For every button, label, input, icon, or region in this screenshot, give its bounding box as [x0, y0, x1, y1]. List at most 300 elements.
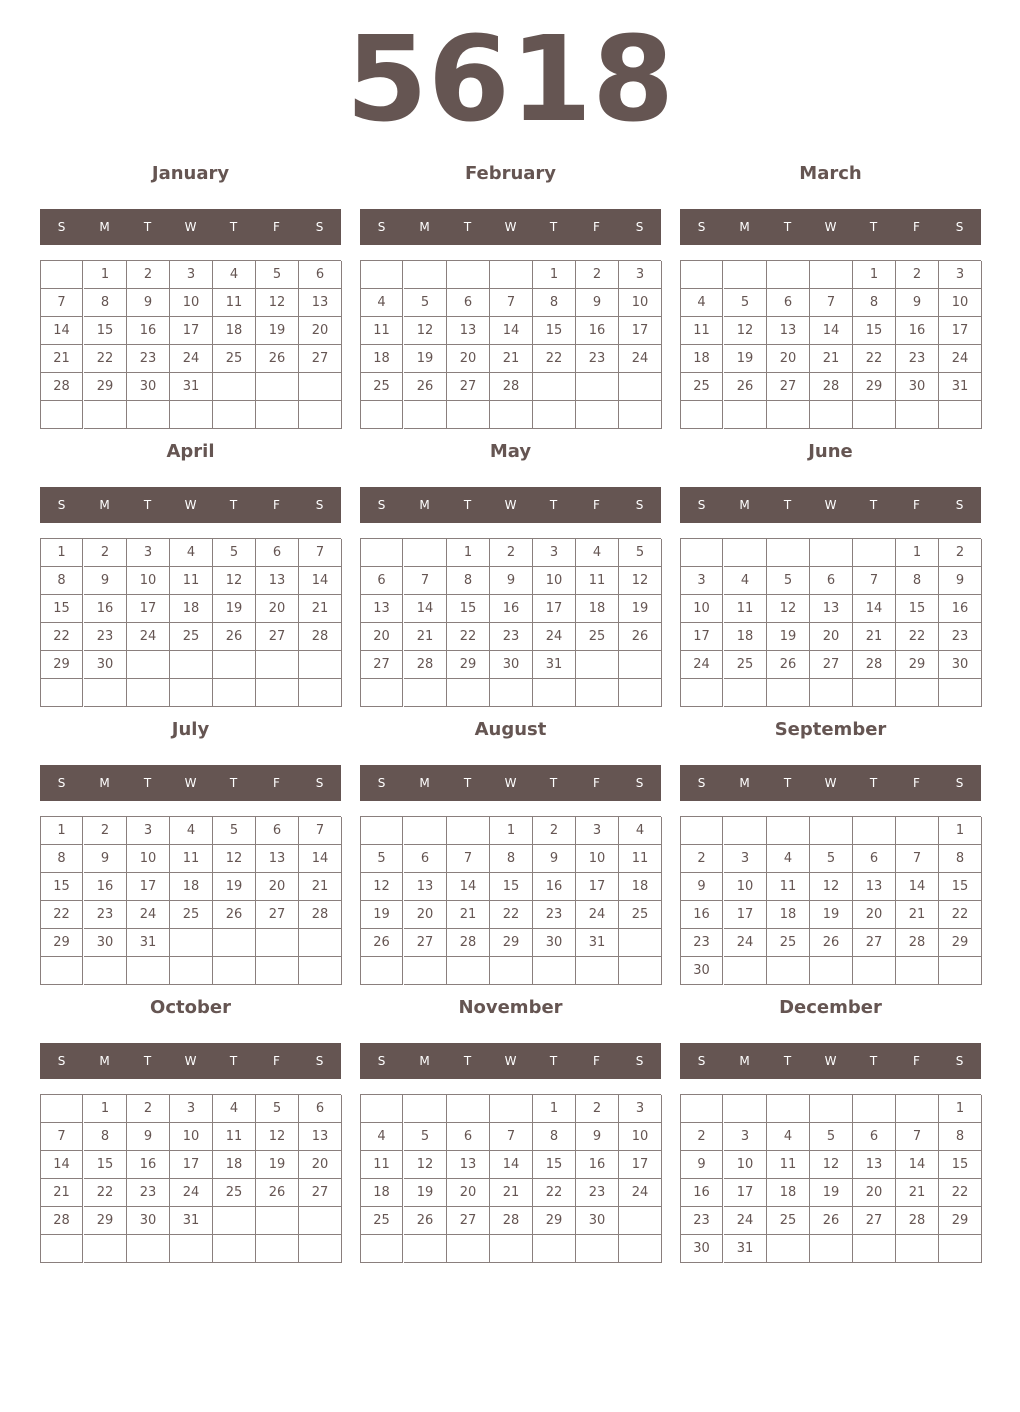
empty-day-cell: [490, 1235, 533, 1263]
day-cell: 24: [170, 1179, 213, 1207]
day-cell: 12: [213, 567, 256, 595]
month-january: [40, 156, 341, 429]
day-cell: 2: [681, 845, 723, 873]
day-cell: 9: [127, 1123, 170, 1151]
weekday-label: S: [955, 498, 964, 512]
empty-day-cell: [810, 261, 853, 289]
day-cell: 15: [490, 873, 533, 901]
day-cell: 6: [853, 845, 896, 873]
empty-day-cell: [681, 539, 723, 567]
day-cell: 7: [490, 1123, 533, 1151]
day-cell: 7: [404, 567, 447, 595]
empty-day-cell: [213, 401, 256, 429]
month-name: March: [799, 163, 862, 184]
day-cell: 5: [256, 261, 299, 289]
day-cell: 2: [127, 1095, 170, 1123]
day-cell: 22: [896, 623, 939, 651]
day-cell: 6: [447, 289, 490, 317]
day-cell: 17: [681, 623, 723, 651]
weekday-label: S: [955, 220, 964, 234]
empty-day-cell: [84, 679, 127, 707]
weekday-label: M: [99, 776, 110, 790]
weekday-label: W: [184, 776, 197, 790]
day-cell: 8: [533, 289, 576, 317]
day-cell: 31: [724, 1235, 767, 1263]
day-cell: 27: [853, 1207, 896, 1235]
empty-day-cell: [299, 679, 342, 707]
weekday-label: M: [99, 498, 110, 512]
empty-day-cell: [853, 817, 896, 845]
day-cell: 8: [490, 845, 533, 873]
day-cell: 13: [810, 595, 853, 623]
day-cell: 10: [724, 1151, 767, 1179]
day-cell: 8: [533, 1123, 576, 1151]
day-cell: 25: [767, 929, 810, 957]
day-cell: 9: [896, 289, 939, 317]
day-cell: 14: [490, 317, 533, 345]
empty-day-cell: [576, 651, 619, 679]
day-cell: 20: [810, 623, 853, 651]
weekday-label: T: [549, 776, 558, 790]
day-cell: 9: [576, 1123, 619, 1151]
day-cell: 28: [41, 1207, 83, 1235]
weekday-label: T: [549, 220, 558, 234]
empty-day-cell: [256, 1235, 299, 1263]
day-cell: 23: [533, 901, 576, 929]
day-cell: 17: [724, 901, 767, 929]
day-cell: 18: [724, 623, 767, 651]
day-cell: 12: [767, 595, 810, 623]
day-cell: 1: [939, 1095, 982, 1123]
weekday-header: [40, 487, 341, 523]
empty-day-cell: [41, 401, 83, 429]
weekday-label: T: [783, 1054, 792, 1068]
day-cell: 4: [767, 1123, 810, 1151]
weekday-label: M: [739, 776, 750, 790]
weekday-label: S: [955, 776, 964, 790]
empty-day-cell: [299, 373, 342, 401]
day-cell: 28: [490, 373, 533, 401]
empty-day-cell: [896, 679, 939, 707]
weekday-label: W: [504, 498, 517, 512]
day-cell: 26: [810, 929, 853, 957]
day-cell: 19: [361, 901, 403, 929]
day-cell: 16: [127, 1151, 170, 1179]
day-cell: 28: [853, 651, 896, 679]
month-october: [40, 990, 341, 1263]
day-cell: 13: [299, 1123, 342, 1151]
day-cell: 28: [41, 373, 83, 401]
weekday-label: T: [783, 220, 792, 234]
day-cell: 13: [361, 595, 403, 623]
empty-day-cell: [619, 401, 662, 429]
day-cell: 16: [939, 595, 982, 623]
day-grid: [360, 816, 661, 985]
day-cell: 24: [724, 929, 767, 957]
day-cell: 17: [170, 1151, 213, 1179]
empty-day-cell: [533, 957, 576, 985]
day-cell: 16: [533, 873, 576, 901]
weekday-label: S: [635, 776, 644, 790]
day-cell: 3: [127, 817, 170, 845]
day-cell: 4: [767, 845, 810, 873]
weekday-label: M: [99, 1054, 110, 1068]
day-cell: 10: [939, 289, 982, 317]
empty-day-cell: [213, 1235, 256, 1263]
day-cell: 27: [767, 373, 810, 401]
day-cell: 21: [896, 901, 939, 929]
empty-day-cell: [810, 401, 853, 429]
day-cell: 13: [299, 289, 342, 317]
day-cell: 27: [447, 373, 490, 401]
day-cell: 30: [490, 651, 533, 679]
day-cell: 11: [767, 873, 810, 901]
day-cell: 21: [490, 1179, 533, 1207]
day-cell: 16: [576, 317, 619, 345]
day-cell: 25: [361, 1207, 403, 1235]
month-september: [680, 712, 981, 985]
day-cell: 1: [447, 539, 490, 567]
empty-day-cell: [896, 957, 939, 985]
month-name: May: [489, 441, 532, 462]
day-cell: 28: [299, 623, 342, 651]
weekday-label: T: [229, 498, 238, 512]
day-cell: 18: [170, 873, 213, 901]
day-cell: 5: [810, 1123, 853, 1151]
day-cell: 24: [127, 623, 170, 651]
empty-day-cell: [724, 679, 767, 707]
weekday-label: M: [419, 776, 430, 790]
day-cell: 4: [576, 539, 619, 567]
day-cell: 27: [361, 651, 403, 679]
empty-day-cell: [299, 651, 342, 679]
day-cell: 13: [853, 873, 896, 901]
day-cell: 22: [853, 345, 896, 373]
day-grid: [360, 260, 661, 429]
empty-day-cell: [939, 1235, 982, 1263]
day-cell: 13: [256, 845, 299, 873]
day-cell: 24: [724, 1207, 767, 1235]
day-cell: 22: [490, 901, 533, 929]
weekday-label: S: [57, 498, 66, 512]
weekday-label: S: [377, 220, 386, 234]
day-cell: 18: [361, 1179, 403, 1207]
day-cell: 22: [533, 1179, 576, 1207]
day-cell: 11: [681, 317, 723, 345]
empty-day-cell: [619, 1235, 662, 1263]
day-cell: 17: [127, 595, 170, 623]
day-cell: 6: [361, 567, 403, 595]
day-cell: 31: [170, 1207, 213, 1235]
day-cell: 4: [361, 1123, 403, 1151]
day-cell: 2: [84, 539, 127, 567]
weekday-label: T: [869, 1054, 878, 1068]
empty-day-cell: [810, 679, 853, 707]
day-cell: 8: [41, 567, 83, 595]
day-cell: 19: [619, 595, 662, 623]
empty-day-cell: [404, 817, 447, 845]
day-cell: 12: [619, 567, 662, 595]
day-cell: 19: [256, 1151, 299, 1179]
month-november: [360, 990, 661, 1263]
day-cell: 7: [299, 817, 342, 845]
weekday-label: M: [739, 498, 750, 512]
day-cell: 8: [853, 289, 896, 317]
weekday-label: S: [315, 498, 324, 512]
empty-day-cell: [213, 679, 256, 707]
day-cell: 5: [724, 289, 767, 317]
day-cell: 14: [896, 1151, 939, 1179]
day-cell: 6: [767, 289, 810, 317]
day-cell: 23: [576, 345, 619, 373]
empty-day-cell: [767, 261, 810, 289]
day-cell: 9: [576, 289, 619, 317]
day-cell: 29: [84, 373, 127, 401]
day-cell: 11: [213, 1123, 256, 1151]
empty-day-cell: [681, 679, 723, 707]
day-cell: 27: [299, 1179, 342, 1207]
empty-day-cell: [767, 957, 810, 985]
weekday-label: T: [143, 498, 152, 512]
empty-day-cell: [939, 401, 982, 429]
day-cell: 25: [681, 373, 723, 401]
day-cell: 15: [84, 317, 127, 345]
weekday-label: W: [184, 498, 197, 512]
day-cell: 28: [447, 929, 490, 957]
day-cell: 13: [447, 317, 490, 345]
day-cell: 7: [896, 1123, 939, 1151]
day-cell: 2: [490, 539, 533, 567]
day-cell: 10: [127, 845, 170, 873]
empty-day-cell: [84, 1235, 127, 1263]
day-cell: 9: [127, 289, 170, 317]
empty-day-cell: [170, 651, 213, 679]
day-grid: [360, 1094, 661, 1263]
day-cell: 5: [810, 845, 853, 873]
day-cell: 26: [256, 1179, 299, 1207]
day-cell: 21: [41, 1179, 83, 1207]
empty-day-cell: [299, 401, 342, 429]
empty-day-cell: [619, 373, 662, 401]
day-cell: 24: [127, 901, 170, 929]
weekday-label: S: [635, 220, 644, 234]
day-cell: 27: [256, 623, 299, 651]
day-cell: 3: [533, 539, 576, 567]
day-cell: 23: [127, 1179, 170, 1207]
empty-day-cell: [490, 957, 533, 985]
empty-day-cell: [404, 957, 447, 985]
day-cell: 26: [213, 901, 256, 929]
weekday-label: F: [913, 776, 920, 790]
day-cell: 14: [41, 1151, 83, 1179]
day-cell: 20: [404, 901, 447, 929]
day-cell: 6: [256, 539, 299, 567]
day-cell: 26: [404, 1207, 447, 1235]
empty-day-cell: [724, 401, 767, 429]
empty-day-cell: [767, 401, 810, 429]
day-cell: 18: [361, 345, 403, 373]
day-cell: 8: [896, 567, 939, 595]
day-cell: 15: [896, 595, 939, 623]
weekday-label: W: [504, 1054, 517, 1068]
empty-day-cell: [533, 1235, 576, 1263]
day-cell: 6: [256, 817, 299, 845]
empty-day-cell: [724, 261, 767, 289]
day-cell: 24: [681, 651, 723, 679]
weekday-header: [360, 1043, 661, 1079]
empty-day-cell: [361, 1095, 403, 1123]
weekday-label: S: [57, 220, 66, 234]
day-cell: 3: [724, 1123, 767, 1151]
day-cell: 18: [767, 901, 810, 929]
empty-day-cell: [490, 679, 533, 707]
weekday-label: W: [824, 220, 837, 234]
day-cell: 11: [213, 289, 256, 317]
month-february: [360, 156, 661, 429]
day-cell: 27: [447, 1207, 490, 1235]
day-cell: 30: [681, 1235, 723, 1263]
empty-day-cell: [361, 261, 403, 289]
weekday-label: F: [913, 1054, 920, 1068]
day-cell: 5: [213, 817, 256, 845]
empty-day-cell: [447, 1095, 490, 1123]
day-cell: 18: [681, 345, 723, 373]
day-cell: 6: [299, 261, 342, 289]
day-cell: 25: [213, 1179, 256, 1207]
empty-day-cell: [447, 679, 490, 707]
day-cell: 1: [853, 261, 896, 289]
day-cell: 21: [853, 623, 896, 651]
empty-day-cell: [767, 1235, 810, 1263]
day-cell: 11: [361, 317, 403, 345]
day-cell: 8: [84, 289, 127, 317]
empty-day-cell: [41, 679, 83, 707]
weekday-label: M: [419, 498, 430, 512]
empty-day-cell: [896, 817, 939, 845]
empty-day-cell: [619, 929, 662, 957]
day-cell: 2: [127, 261, 170, 289]
empty-day-cell: [299, 1235, 342, 1263]
day-cell: 1: [533, 261, 576, 289]
day-cell: 22: [939, 1179, 982, 1207]
day-cell: 13: [767, 317, 810, 345]
weekday-label: S: [57, 1054, 66, 1068]
day-cell: 7: [490, 289, 533, 317]
day-cell: 30: [681, 957, 723, 985]
empty-day-cell: [724, 957, 767, 985]
weekday-label: T: [463, 1054, 472, 1068]
day-cell: 20: [853, 901, 896, 929]
empty-day-cell: [299, 957, 342, 985]
day-cell: 24: [533, 623, 576, 651]
empty-day-cell: [619, 1207, 662, 1235]
weekday-label: S: [697, 220, 706, 234]
day-cell: 3: [170, 1095, 213, 1123]
empty-day-cell: [256, 957, 299, 985]
day-cell: 9: [681, 873, 723, 901]
day-cell: 10: [576, 845, 619, 873]
day-cell: 29: [939, 1207, 982, 1235]
day-cell: 5: [213, 539, 256, 567]
weekday-label: S: [635, 498, 644, 512]
empty-day-cell: [127, 401, 170, 429]
day-cell: 11: [170, 567, 213, 595]
empty-day-cell: [533, 679, 576, 707]
weekday-label: T: [869, 776, 878, 790]
day-grid: [680, 816, 981, 985]
day-cell: 19: [767, 623, 810, 651]
empty-day-cell: [127, 957, 170, 985]
day-cell: 19: [810, 901, 853, 929]
weekday-label: T: [463, 220, 472, 234]
day-grid: [360, 538, 661, 707]
empty-day-cell: [767, 539, 810, 567]
day-cell: 16: [576, 1151, 619, 1179]
day-cell: 17: [619, 317, 662, 345]
day-cell: 17: [576, 873, 619, 901]
day-cell: 23: [681, 1207, 723, 1235]
day-cell: 2: [576, 261, 619, 289]
day-cell: 30: [533, 929, 576, 957]
day-cell: 27: [299, 345, 342, 373]
weekday-label: M: [99, 220, 110, 234]
day-cell: 15: [447, 595, 490, 623]
day-cell: 21: [41, 345, 83, 373]
day-grid: [40, 538, 341, 707]
day-cell: 4: [681, 289, 723, 317]
day-cell: 14: [896, 873, 939, 901]
day-cell: 18: [170, 595, 213, 623]
weekday-label: S: [697, 776, 706, 790]
day-cell: 24: [170, 345, 213, 373]
day-cell: 23: [84, 623, 127, 651]
day-cell: 21: [299, 873, 342, 901]
empty-day-cell: [41, 1235, 83, 1263]
day-cell: 8: [41, 845, 83, 873]
day-cell: 3: [127, 539, 170, 567]
day-cell: 17: [533, 595, 576, 623]
weekday-label: F: [913, 498, 920, 512]
empty-day-cell: [213, 1207, 256, 1235]
day-cell: 15: [533, 317, 576, 345]
day-cell: 31: [939, 373, 982, 401]
day-cell: 3: [576, 817, 619, 845]
weekday-label: S: [57, 776, 66, 790]
day-cell: 23: [576, 1179, 619, 1207]
day-cell: 4: [361, 289, 403, 317]
day-cell: 19: [213, 873, 256, 901]
weekday-label: W: [824, 776, 837, 790]
day-cell: 22: [533, 345, 576, 373]
day-cell: 7: [853, 567, 896, 595]
month-name: February: [464, 163, 557, 184]
weekday-label: W: [824, 498, 837, 512]
day-cell: 15: [41, 873, 83, 901]
day-cell: 26: [213, 623, 256, 651]
day-cell: 2: [939, 539, 982, 567]
weekday-label: F: [593, 498, 600, 512]
day-cell: 20: [853, 1179, 896, 1207]
day-cell: 6: [447, 1123, 490, 1151]
day-cell: 14: [299, 845, 342, 873]
empty-day-cell: [213, 651, 256, 679]
day-grid: [680, 538, 981, 707]
day-cell: 29: [84, 1207, 127, 1235]
day-cell: 30: [576, 1207, 619, 1235]
day-cell: 9: [490, 567, 533, 595]
empty-day-cell: [681, 817, 723, 845]
day-cell: 25: [170, 623, 213, 651]
